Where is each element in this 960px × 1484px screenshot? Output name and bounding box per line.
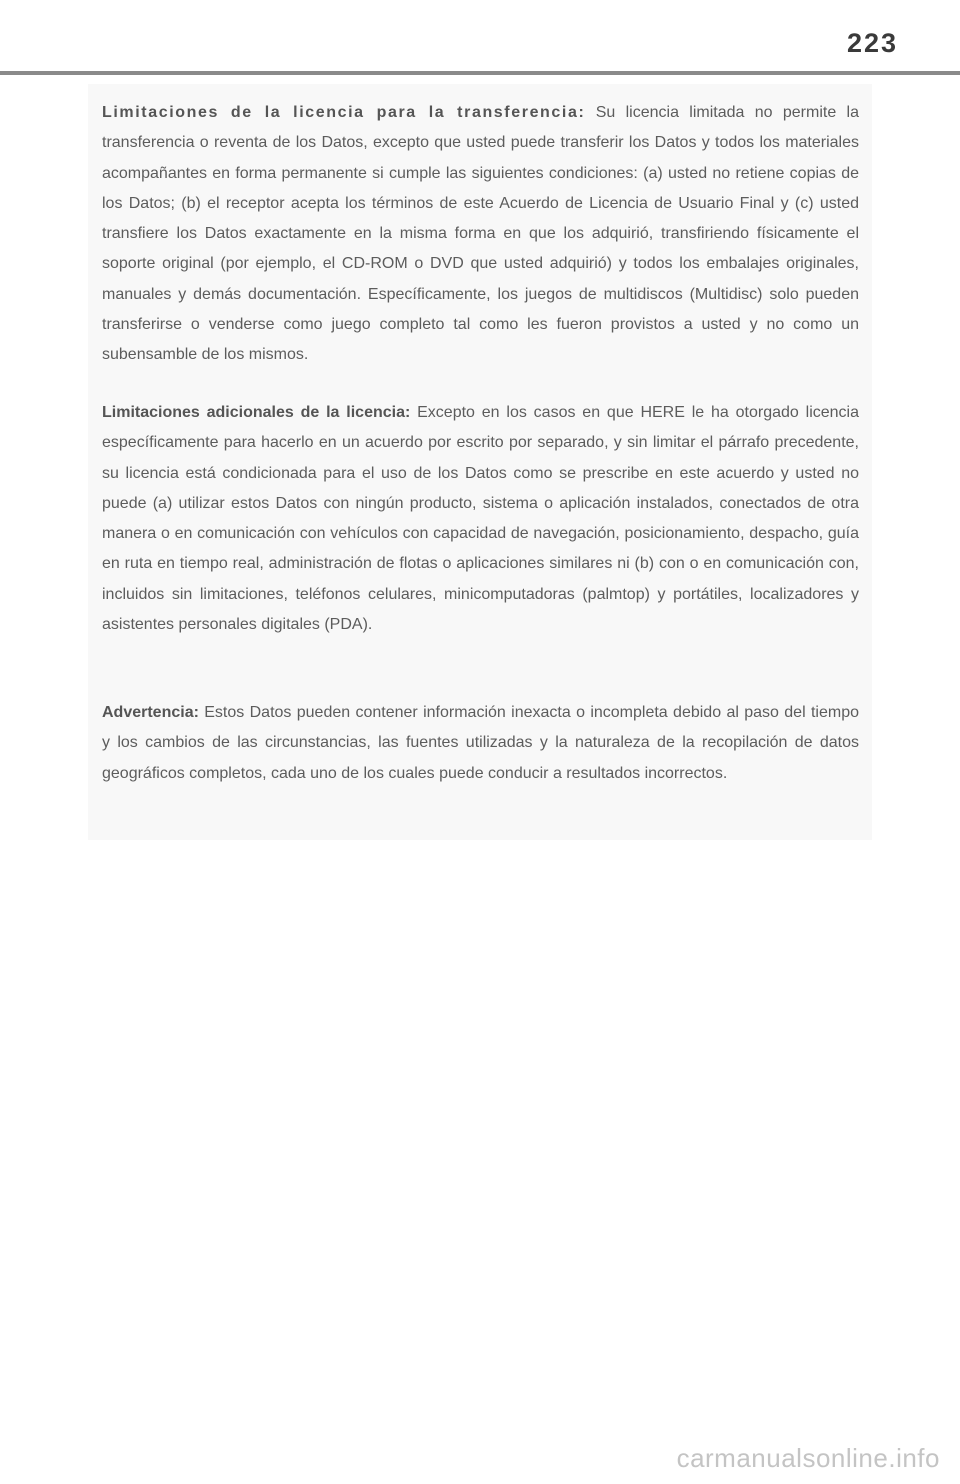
paragraph-body: Su licencia limitada no permite la transferencia o reventa de los Datos, excepto que usted puede transferir los Datos y todos los materiales acompañantes en forma permanente si cumple las siguientes condiciones: (a) usted no retiene copias de los Datos; (b) el receptor acepta los términos de este Acuerdo de Licencia de Usuario Final y (c) usted transfiere los Datos exactamente en la misma forma en que los adquirió, transfiriendo físicamente el soporte original (por ejemplo, el CD-ROM o DVD que usted adquirió) y todos los embalajes originales, manuales y demás documentación. Específicamente, los juegos de multidiscos (Multidisc) solo pueden transferirse o venderse como juego completo tal como les fueron provistos a usted y no como un subensamble de los mismos. <box>102 104 859 364</box>
paragraph-heading: Advertencia: <box>102 704 199 721</box>
paragraph-warning <box>102 698 859 789</box>
watermark: carmanualsonline.info <box>676 1443 940 1473</box>
paragraph-body: Excepto en los casos en que HERE le ha otorgado licencia específicamente para hacerlo en un acuerdo por escrito por separado, y sin limitar el párrafo precedente, su licencia está condicionada para el uso de los Datos como se prescribe en este acuerdo y usted no puede (a) utilizar estos Datos con ningún producto, sistema o aplicación instalados, conectados de otra manera o en comunicación con vehículos con capacidad de navegación, posicionamiento, despacho, guía en ruta en tiempo real, administración de flotas o aplicaciones similares ni (b) con o en comunicación con, incluidos sin limitaciones, teléfonos celulares, minicomputadoras (palmtop) y portátiles, localizadores y asistentes personales digitales (PDA). <box>102 404 859 634</box>
paragraph-body: Estos Datos pueden contener información inexacta o incompleta debido al paso del tiempo y los cambios de las circunstancias, las fuentes utilizadas y la naturaleza de la recopilación de datos geográficos completos, cada uno de los cuales puede conducir a resultados incorrectos. <box>102 704 859 782</box>
paragraph-transfer-limitations <box>102 98 859 371</box>
header-rule <box>0 71 960 75</box>
paragraph-heading: Limitaciones adicionales de la licencia: <box>102 404 411 421</box>
paragraph-heading: Limitaciones de la licencia para la transferencia: <box>102 104 586 121</box>
content-panel <box>88 84 872 840</box>
paragraph-additional-limitations <box>102 398 859 640</box>
page-number: 223 <box>846 28 898 58</box>
